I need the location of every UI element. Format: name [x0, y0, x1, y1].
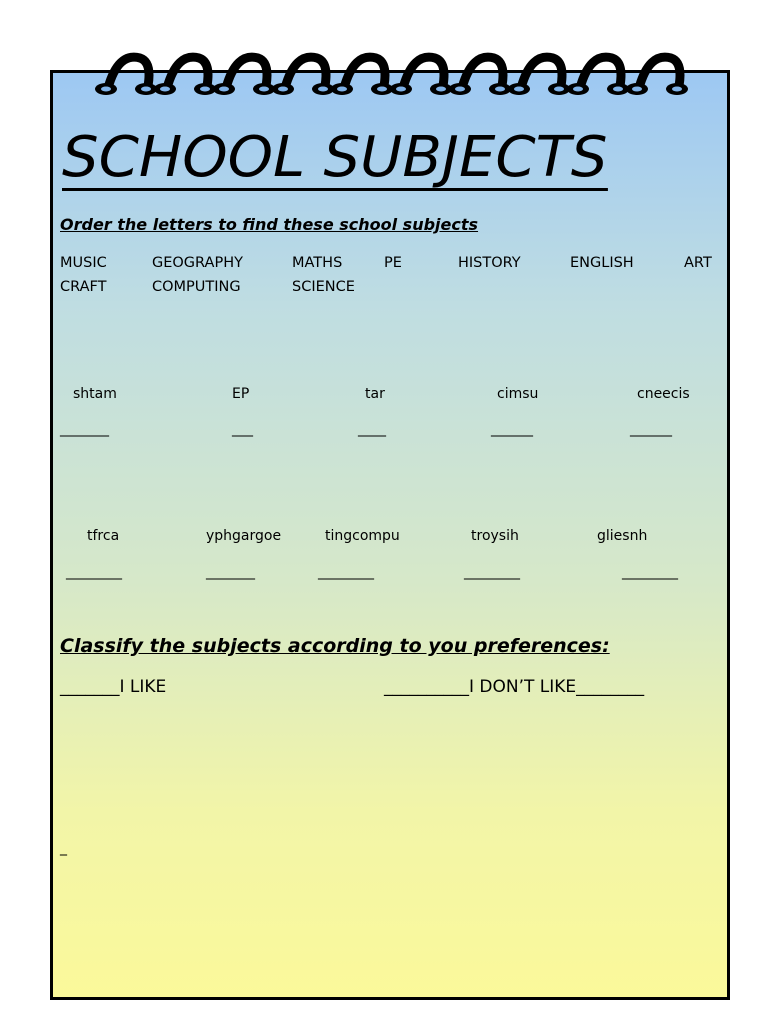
- instruction-text: Order the letters to find these school subjects: [60, 215, 479, 234]
- answer-blank[interactable]: _______: [60, 421, 109, 437]
- word-bank-item: GEOGRAPHY: [152, 255, 243, 271]
- answer-blank[interactable]: ________: [318, 564, 374, 580]
- answer-blank[interactable]: ___: [232, 421, 253, 437]
- word-bank-item: ART: [684, 255, 712, 271]
- scrambled-word: tfrca: [87, 528, 120, 544]
- answer-blank[interactable]: ________: [622, 564, 678, 580]
- answer-blank[interactable]: ________: [464, 564, 520, 580]
- spiral-binding: [0, 40, 768, 110]
- answer-blank[interactable]: ______: [630, 421, 672, 437]
- word-bank-item: MATHS: [292, 255, 343, 271]
- word-bank-item: HISTORY: [458, 255, 521, 271]
- scrambled-word: shtam: [73, 386, 117, 402]
- i-like-heading: _______I LIKE: [60, 677, 167, 697]
- scrambled-word: cimsu: [497, 386, 539, 402]
- scrambled-word: gliesnh: [597, 528, 648, 544]
- scrambled-word: tingcompu: [325, 528, 400, 544]
- answer-blank[interactable]: ______: [491, 421, 533, 437]
- word-bank-item: ENGLISH: [570, 255, 634, 271]
- scrambled-word: yphgargoe: [206, 528, 282, 544]
- word-bank-item: MUSIC: [60, 255, 107, 271]
- stray-mark: _: [60, 840, 67, 856]
- answer-blank[interactable]: ________: [66, 564, 122, 580]
- scrambled-word: EP: [232, 386, 250, 402]
- word-bank-item: COMPUTING: [152, 279, 241, 295]
- word-bank-item: PE: [384, 255, 402, 271]
- word-bank-item: CRAFT: [60, 279, 107, 295]
- page-title: SCHOOL SUBJECTS: [62, 125, 608, 190]
- word-bank-item: SCIENCE: [292, 279, 355, 295]
- scrambled-word: cneecis: [637, 386, 690, 402]
- answer-blank[interactable]: _______: [206, 564, 255, 580]
- classify-instruction: Classify the subjects according to you preferences:: [60, 635, 610, 657]
- scrambled-word: tar: [365, 386, 385, 402]
- scrambled-word: troysih: [471, 528, 519, 544]
- i-dont-like-heading: __________I DON’T LIKE________: [384, 677, 645, 697]
- answer-blank[interactable]: ____: [358, 421, 386, 437]
